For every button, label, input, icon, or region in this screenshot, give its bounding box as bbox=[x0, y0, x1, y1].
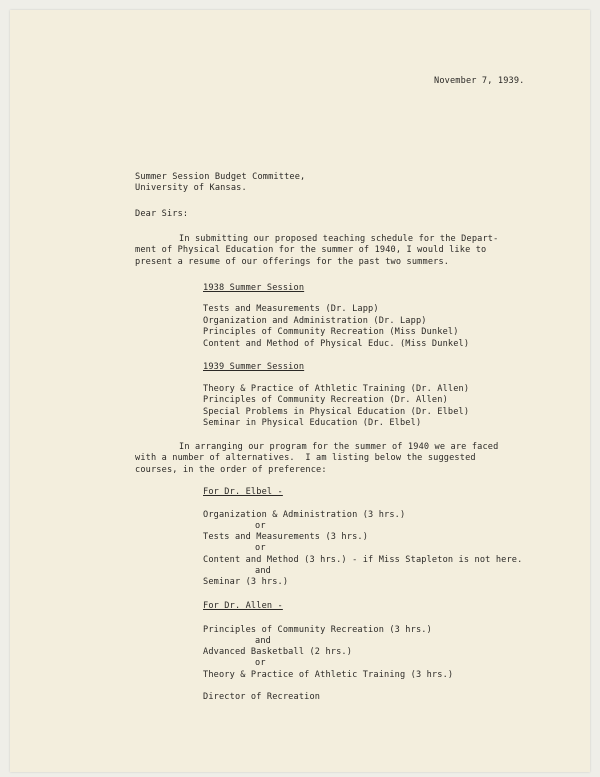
elbel-course: Tests and Measurements (3 hrs.) bbox=[203, 532, 369, 542]
intro-line-1: In submitting our proposed teaching schedule for the Depart- bbox=[179, 234, 499, 244]
elbel-connector: or bbox=[255, 543, 266, 553]
elbel-connector: or bbox=[255, 521, 266, 531]
session-1939-course: Principles of Community Recreation (Dr. Allen) bbox=[203, 395, 448, 405]
recipient-line-2: University of Kansas. bbox=[135, 183, 247, 193]
arranging-line-1: In arranging our program for the summer of 1940 we are faced bbox=[179, 442, 499, 452]
arranging-line-3: courses, in the order of preference: bbox=[135, 465, 327, 475]
elbel-heading: For Dr. Elbel - bbox=[203, 487, 283, 497]
session-1939-heading: 1939 Summer Session bbox=[203, 362, 305, 372]
allen-course: Principles of Community Recreation (3 hrs.) bbox=[203, 625, 432, 635]
intro-line-2: ment of Physical Education for the summer of 1940, I would like to bbox=[135, 245, 487, 255]
salutation: Dear Sirs: bbox=[135, 209, 189, 219]
session-1938-heading: 1938 Summer Session bbox=[203, 283, 305, 293]
recipient-line-1: Summer Session Budget Committee, bbox=[135, 172, 306, 182]
arranging-line-2: with a number of alternatives. I am listing below the suggested bbox=[135, 453, 476, 463]
session-1939-course: Special Problems in Physical Education (Dr. Elbel) bbox=[203, 407, 470, 417]
allen-course: Advanced Basketball (2 hrs.) bbox=[203, 647, 353, 657]
allen-connector: and bbox=[255, 636, 271, 646]
session-1938-course: Tests and Measurements (Dr. Lapp) bbox=[203, 304, 379, 314]
letter-date: November 7, 1939. bbox=[434, 76, 525, 86]
session-1938-course: Principles of Community Recreation (Miss Dunkel) bbox=[203, 327, 459, 337]
allen-heading: For Dr. Allen - bbox=[203, 601, 283, 611]
allen-connector: or bbox=[255, 658, 266, 668]
intro-line-3: present a resume of our offerings for the past two summers. bbox=[135, 257, 450, 267]
elbel-course: Organization & Administration (3 hrs.) bbox=[203, 510, 406, 520]
allen-course: Director of Recreation bbox=[203, 692, 321, 702]
elbel-connector: and bbox=[255, 566, 271, 576]
session-1939-course: Theory & Practice of Athletic Training (Dr. Allen) bbox=[203, 384, 470, 394]
elbel-course: Seminar (3 hrs.) bbox=[203, 577, 289, 587]
allen-course: Theory & Practice of Athletic Training (3 hrs.) bbox=[203, 670, 454, 680]
session-1939-course: Seminar in Physical Education (Dr. Elbel) bbox=[203, 418, 422, 428]
session-1938-course: Content and Method of Physical Educ. (Miss Dunkel) bbox=[203, 339, 470, 349]
session-1938-course: Organization and Administration (Dr. Lapp) bbox=[203, 316, 427, 326]
elbel-course: Content and Method (3 hrs.) - if Miss Stapleton is not here. bbox=[203, 555, 523, 565]
